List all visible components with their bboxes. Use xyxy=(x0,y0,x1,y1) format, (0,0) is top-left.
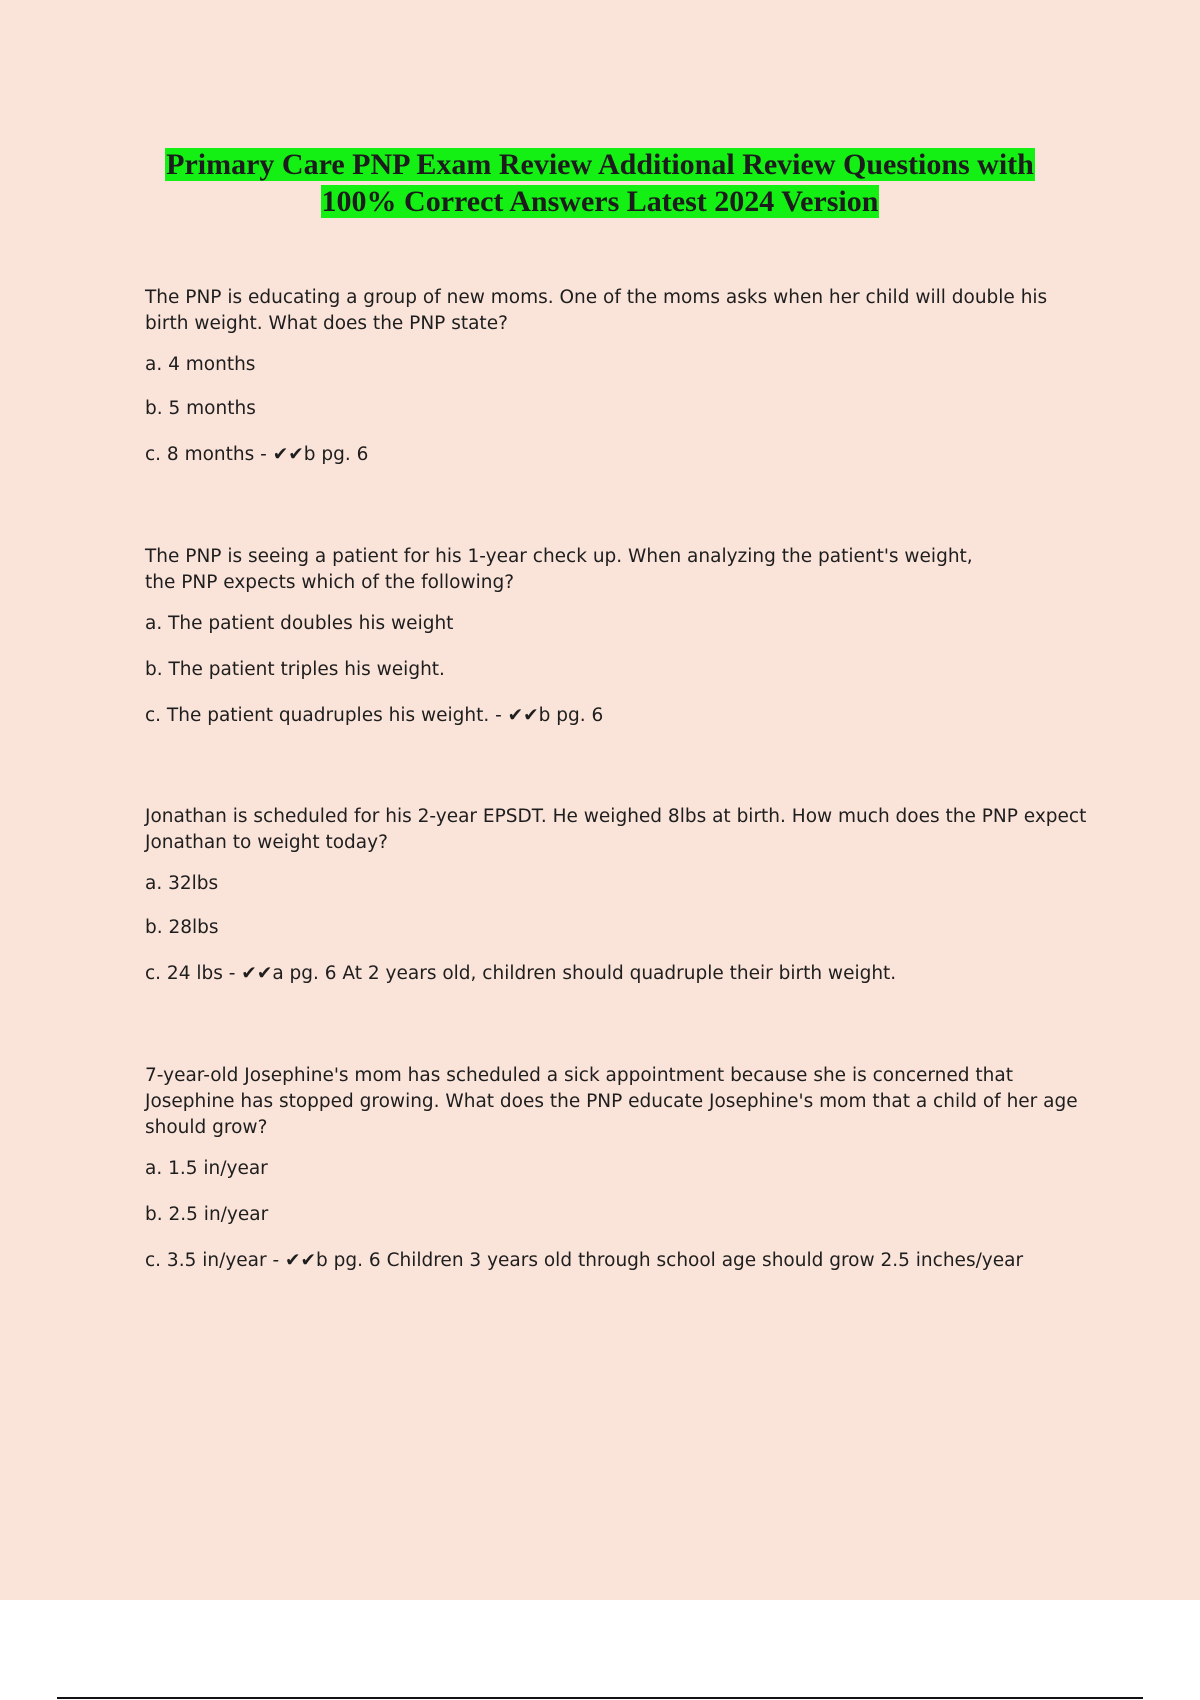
option-c: c. 3.5 in/year - ✔✔b pg. 6 Children 3 years old through school age should grow 2.5 inches/year xyxy=(145,1250,1024,1271)
footer-divider xyxy=(57,1697,1143,1699)
option-b: b. The patient triples his weight. xyxy=(145,659,445,680)
option-a: a. 32lbs xyxy=(145,873,219,894)
title-line-2: 100% Correct Answers Latest 2024 Version xyxy=(321,185,879,218)
question-text: 7-year-old Josephine's mom has scheduled a sick appointment because she is concerned that Josephine has stopped growing. What does the PNP educate Josephine's mom that a child of her age should grow? xyxy=(145,1065,1078,1138)
document-title xyxy=(100,146,1100,220)
option-a: a. The patient doubles his weight xyxy=(145,613,454,634)
option-b: b. 5 months xyxy=(145,398,256,419)
question-1 xyxy=(145,285,1095,467)
option-c: c. 24 lbs - ✔✔a pg. 6 At 2 years old, children should quadruple their birth weight. xyxy=(145,963,897,984)
option-c: c. 8 months - ✔✔b pg. 6 xyxy=(145,444,369,465)
option-a: a. 4 months xyxy=(145,354,256,375)
question-text: The PNP is seeing a patient for his 1-year check up. When analyzing the patient's weight, the PNP expects which of the following? xyxy=(145,546,973,593)
question-4 xyxy=(145,1063,1095,1273)
title-line-1: Primary Care PNP Exam Review Additional Review Questions with xyxy=(166,148,1034,181)
option-b: b. 2.5 in/year xyxy=(145,1204,269,1225)
option-b: b. 28lbs xyxy=(145,917,219,938)
option-a: a. 1.5 in/year xyxy=(145,1158,268,1179)
option-c: c. The patient quadruples his weight. - ✔✔b pg. 6 xyxy=(145,705,604,726)
question-text: The PNP is educating a group of new moms. One of the moms asks when her child will double his birth weight. What does the PNP state? xyxy=(145,287,1048,334)
question-3 xyxy=(145,804,1095,986)
question-text: Jonathan is scheduled for his 2-year EPSDT. He weighed 8lbs at birth. How much does the PNP expect Jonathan to weight today? xyxy=(145,806,1087,853)
question-2 xyxy=(145,544,1095,728)
